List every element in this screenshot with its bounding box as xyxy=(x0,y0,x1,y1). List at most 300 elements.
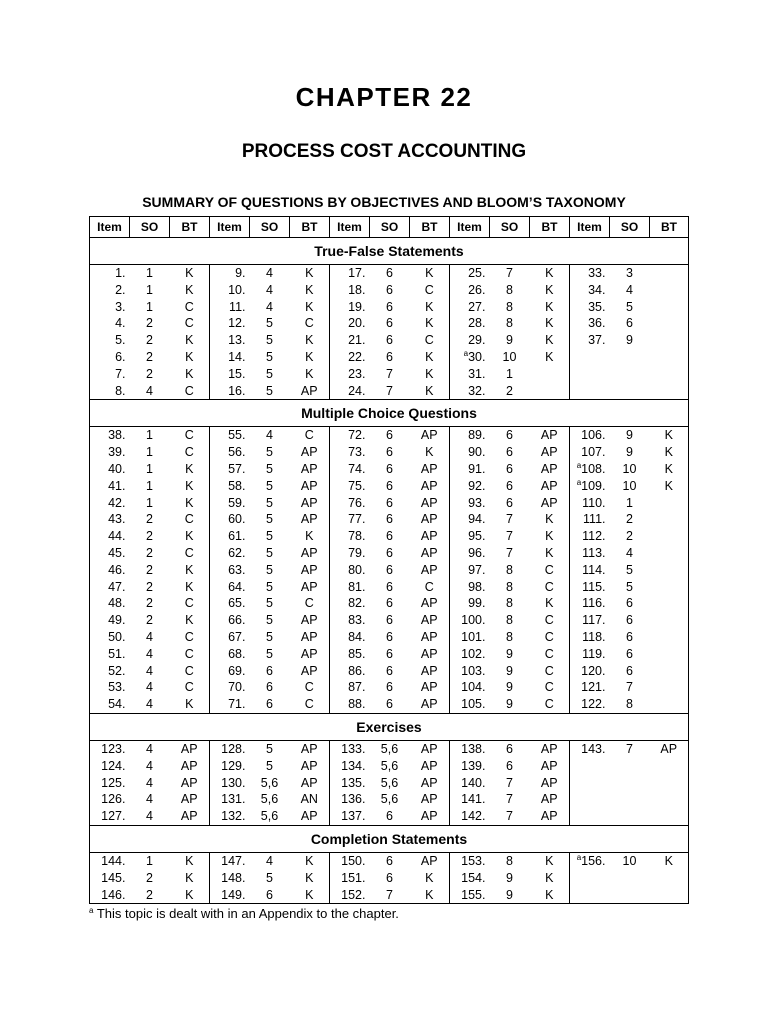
summary-table-wrapper xyxy=(89,216,688,904)
table-row xyxy=(90,349,689,366)
item-number: 49. xyxy=(90,612,130,629)
bloom-taxonomy: K xyxy=(170,366,210,383)
bloom-taxonomy: AP xyxy=(290,775,330,792)
bloom-taxonomy xyxy=(650,315,689,332)
item-number: 8. xyxy=(90,383,130,400)
item-number: 87. xyxy=(330,679,370,696)
item-number xyxy=(570,758,610,775)
bloom-taxonomy: K xyxy=(170,852,210,869)
study-objective: 6 xyxy=(266,680,273,695)
bloom-taxonomy: C xyxy=(290,595,330,612)
bloom-taxonomy: K xyxy=(530,870,570,887)
study-objective: 5,6 xyxy=(380,758,399,773)
item-number: 135. xyxy=(330,775,370,792)
bloom-taxonomy xyxy=(650,629,689,646)
item-number: 74. xyxy=(330,461,370,478)
item-number: 48. xyxy=(90,595,130,612)
bloom-taxonomy xyxy=(650,528,689,545)
study-objective xyxy=(610,383,650,400)
bloom-taxonomy xyxy=(650,545,689,562)
bloom-taxonomy xyxy=(530,366,570,383)
study-objective: 4 xyxy=(146,646,153,661)
study-objective: 1 xyxy=(146,461,153,476)
item-number: 21. xyxy=(330,332,370,349)
table-row xyxy=(90,495,689,512)
study-objective: 8 xyxy=(506,629,513,644)
bloom-taxonomy: K xyxy=(410,444,450,461)
appendix-marker: a xyxy=(463,348,469,358)
item-number: 84. xyxy=(330,629,370,646)
item-number: 72. xyxy=(330,427,370,444)
bloom-taxonomy: AP xyxy=(410,595,450,612)
study-objective: 5 xyxy=(266,316,273,331)
item-number: 58. xyxy=(210,478,250,495)
bloom-taxonomy: K xyxy=(650,444,689,461)
bloom-taxonomy xyxy=(650,595,689,612)
study-objective: 5 xyxy=(266,445,273,460)
item-number: 82. xyxy=(330,595,370,612)
study-objective: 2 xyxy=(146,333,153,348)
item-number: 144. xyxy=(90,852,130,869)
bloom-taxonomy: K xyxy=(650,852,689,869)
study-objective: 2 xyxy=(626,512,633,527)
study-objective: 8 xyxy=(610,696,650,713)
study-objective: 6 xyxy=(266,663,273,678)
item-number: 22. xyxy=(330,349,370,366)
bloom-taxonomy: K xyxy=(290,528,330,545)
item-number: 123. xyxy=(90,740,130,757)
study-objective: 5 xyxy=(266,629,273,644)
table-row xyxy=(90,579,689,596)
header-row xyxy=(90,217,689,238)
item-number: 25. xyxy=(450,265,490,282)
study-objective: 6 xyxy=(386,545,393,560)
column-header: SO xyxy=(130,217,170,238)
item-number: 18. xyxy=(330,282,370,299)
table-row xyxy=(90,315,689,332)
item-number: 60. xyxy=(210,511,250,528)
item-number: 68. xyxy=(210,646,250,663)
bloom-taxonomy: K xyxy=(530,282,570,299)
item-number: 51. xyxy=(90,646,130,663)
bloom-taxonomy: C xyxy=(170,646,210,663)
study-objective: 2 xyxy=(146,529,153,544)
item-number: 131. xyxy=(210,791,250,808)
bloom-taxonomy: C xyxy=(170,315,210,332)
study-objective: 5 xyxy=(266,333,273,348)
column-header: BT xyxy=(650,217,689,238)
bloom-taxonomy: K xyxy=(170,282,210,299)
item-number: 149. xyxy=(210,887,250,904)
item-number: 90. xyxy=(450,444,490,461)
bloom-taxonomy xyxy=(650,808,689,825)
study-objective: 4 xyxy=(130,383,170,400)
bloom-taxonomy: AP xyxy=(530,775,570,792)
item-number: 105. xyxy=(450,696,490,713)
summary-table xyxy=(89,216,689,904)
study-objective: 6 xyxy=(370,696,410,713)
item-number xyxy=(570,808,610,825)
bloom-taxonomy: C xyxy=(170,427,210,444)
study-objective: 1 xyxy=(146,428,153,443)
study-objective: 5,6 xyxy=(380,741,399,756)
study-objective: 1 xyxy=(626,495,633,510)
study-objective: 8 xyxy=(506,316,513,331)
study-objective: 4 xyxy=(146,741,153,756)
study-objective: 6 xyxy=(370,808,410,825)
study-objective: 4 xyxy=(130,696,170,713)
item-number: 33. xyxy=(570,265,610,282)
study-objective: 6 xyxy=(386,282,393,297)
item-number: 5. xyxy=(90,332,130,349)
item-number: 140. xyxy=(450,775,490,792)
study-objective: 4 xyxy=(266,299,273,314)
study-objective: 5 xyxy=(266,646,273,661)
item-number: 154. xyxy=(450,870,490,887)
item-number-text: 30. xyxy=(468,349,486,364)
bloom-taxonomy xyxy=(650,349,689,366)
study-objective: 2 xyxy=(146,316,153,331)
study-objective: 6 xyxy=(386,579,393,594)
bloom-taxonomy xyxy=(650,887,689,904)
bloom-taxonomy xyxy=(650,612,689,629)
column-header: BT xyxy=(170,217,210,238)
item-number: 19. xyxy=(330,299,370,316)
bloom-taxonomy: C xyxy=(290,315,330,332)
item-number: 63. xyxy=(210,562,250,579)
bloom-taxonomy: AP xyxy=(290,808,330,825)
study-objective: 7 xyxy=(370,887,410,904)
item-number: 88. xyxy=(330,696,370,713)
study-objective xyxy=(610,349,650,366)
bloom-taxonomy xyxy=(650,366,689,383)
study-objective: 8 xyxy=(506,299,513,314)
study-objective: 6 xyxy=(626,596,633,611)
study-objective: 5 xyxy=(626,562,633,577)
item-number: 111. xyxy=(570,511,610,528)
table-row xyxy=(90,265,689,282)
study-objective: 10 xyxy=(622,478,637,493)
section-header-row xyxy=(90,825,689,852)
item-number: 54. xyxy=(90,696,130,713)
table-row xyxy=(90,629,689,646)
item-number: 12. xyxy=(210,315,250,332)
item-number: 70. xyxy=(210,679,250,696)
table-row xyxy=(90,545,689,562)
study-objective: 6 xyxy=(626,629,633,644)
bloom-taxonomy xyxy=(650,646,689,663)
study-objective: 4 xyxy=(266,853,273,868)
table-row xyxy=(90,282,689,299)
item-number: 122. xyxy=(570,696,610,713)
item-number: 134. xyxy=(330,758,370,775)
bloom-taxonomy: AP xyxy=(410,461,450,478)
table-row xyxy=(90,740,689,757)
item-number: 94. xyxy=(450,511,490,528)
bloom-taxonomy: AP xyxy=(410,495,450,512)
footnote-marker: a xyxy=(89,906,94,915)
item-number: 32. xyxy=(450,383,490,400)
item-number: 17. xyxy=(330,265,370,282)
bloom-taxonomy: K xyxy=(410,299,450,316)
column-header: BT xyxy=(410,217,450,238)
item-number: 47. xyxy=(90,579,130,596)
bloom-taxonomy: K xyxy=(410,383,450,400)
study-objective: 7 xyxy=(490,808,530,825)
bloom-taxonomy: K xyxy=(650,427,689,444)
column-header: Item xyxy=(450,217,490,238)
study-objective: 6 xyxy=(386,613,393,628)
study-objective: 4 xyxy=(266,282,273,297)
bloom-taxonomy: AP xyxy=(530,808,570,825)
item-number xyxy=(570,870,610,887)
bloom-taxonomy: AP xyxy=(290,646,330,663)
table-row xyxy=(90,511,689,528)
study-objective: 6 xyxy=(386,646,393,661)
item-number: 152. xyxy=(330,887,370,904)
bloom-taxonomy: K xyxy=(290,332,330,349)
bloom-taxonomy xyxy=(650,495,689,512)
item-number: 40. xyxy=(90,461,130,478)
study-objective: 7 xyxy=(386,366,393,381)
bloom-taxonomy: AP xyxy=(410,545,450,562)
study-objective: 9 xyxy=(506,333,513,348)
study-objective: 2 xyxy=(146,613,153,628)
item-number xyxy=(570,461,610,478)
item-number xyxy=(570,791,610,808)
item-number: 99. xyxy=(450,595,490,612)
bloom-taxonomy: AP xyxy=(530,444,570,461)
bloom-taxonomy: K xyxy=(290,282,330,299)
study-objective: 4 xyxy=(146,758,153,773)
item-number: 91. xyxy=(450,461,490,478)
study-objective: 9 xyxy=(506,646,513,661)
study-objective: 6 xyxy=(386,478,393,493)
bloom-taxonomy: K xyxy=(170,528,210,545)
bloom-taxonomy: AP xyxy=(290,629,330,646)
bloom-taxonomy: AN xyxy=(290,791,330,808)
bloom-taxonomy: K xyxy=(290,299,330,316)
bloom-taxonomy: AP xyxy=(410,629,450,646)
bloom-taxonomy: AP xyxy=(290,663,330,680)
study-objective: 4 xyxy=(130,808,170,825)
study-objective: 4 xyxy=(146,680,153,695)
study-objective: 1 xyxy=(506,366,513,381)
column-header: BT xyxy=(530,217,570,238)
study-objective: 2 xyxy=(130,887,170,904)
item-number: 28. xyxy=(450,315,490,332)
bloom-taxonomy: AP xyxy=(530,740,570,757)
study-objective: 5 xyxy=(626,299,633,314)
study-objective: 6 xyxy=(386,853,393,868)
table-row xyxy=(90,528,689,545)
bloom-taxonomy: K xyxy=(410,315,450,332)
bloom-taxonomy: K xyxy=(410,887,450,904)
bloom-taxonomy: AP xyxy=(290,758,330,775)
column-header: BT xyxy=(290,217,330,238)
study-objective xyxy=(610,870,650,887)
item-number: 23. xyxy=(330,366,370,383)
study-objective: 5 xyxy=(266,596,273,611)
study-objective: 6 xyxy=(386,316,393,331)
bloom-taxonomy: K xyxy=(410,870,450,887)
bloom-taxonomy xyxy=(650,758,689,775)
bloom-taxonomy: K xyxy=(170,612,210,629)
study-objective: 6 xyxy=(386,663,393,678)
item-number: 102. xyxy=(450,646,490,663)
study-objective: 6 xyxy=(626,646,633,661)
study-objective: 6 xyxy=(386,299,393,314)
item-number: 4. xyxy=(90,315,130,332)
item-number: 79. xyxy=(330,545,370,562)
bloom-taxonomy: C xyxy=(410,282,450,299)
item-number: 115. xyxy=(570,579,610,596)
item-number: 78. xyxy=(330,528,370,545)
item-number: 114. xyxy=(570,562,610,579)
item-number: 116. xyxy=(570,595,610,612)
study-objective: 6 xyxy=(506,741,513,756)
bloom-taxonomy: C xyxy=(170,629,210,646)
footnote xyxy=(89,906,399,921)
bloom-taxonomy: C xyxy=(410,579,450,596)
study-objective: 9 xyxy=(506,663,513,678)
bloom-taxonomy: C xyxy=(170,679,210,696)
study-objective: 6 xyxy=(386,333,393,348)
bloom-taxonomy: AP xyxy=(530,791,570,808)
item-number: 62. xyxy=(210,545,250,562)
study-objective: 5,6 xyxy=(260,792,279,807)
study-objective: 4 xyxy=(146,629,153,644)
bloom-taxonomy: C xyxy=(170,595,210,612)
bloom-taxonomy: AP xyxy=(170,740,210,757)
bloom-taxonomy: C xyxy=(410,332,450,349)
item-number: 133. xyxy=(330,740,370,757)
bloom-taxonomy: AP xyxy=(290,740,330,757)
appendix-marker: a xyxy=(576,460,582,470)
item-number: 44. xyxy=(90,528,130,545)
study-objective: 9 xyxy=(626,428,633,443)
item-number: 148. xyxy=(210,870,250,887)
item-number: 145. xyxy=(90,870,130,887)
study-objective: 1 xyxy=(146,495,153,510)
study-objective: 6 xyxy=(386,512,393,527)
item-number: 46. xyxy=(90,562,130,579)
item-number: 138. xyxy=(450,740,490,757)
column-header: Item xyxy=(330,217,370,238)
bloom-taxonomy: C xyxy=(170,511,210,528)
item-number: 42. xyxy=(90,495,130,512)
item-number: 73. xyxy=(330,444,370,461)
item-number: 45. xyxy=(90,545,130,562)
study-objective: 4 xyxy=(146,792,153,807)
study-objective: 7 xyxy=(506,529,513,544)
study-objective: 5 xyxy=(266,478,273,493)
study-objective: 6 xyxy=(386,349,393,364)
bloom-taxonomy: AP xyxy=(410,646,450,663)
bloom-taxonomy: AP xyxy=(530,478,570,495)
item-number: 96. xyxy=(450,545,490,562)
item-number: 71. xyxy=(210,696,250,713)
bloom-taxonomy: AP xyxy=(410,679,450,696)
bloom-taxonomy xyxy=(650,663,689,680)
bloom-taxonomy: AP xyxy=(410,612,450,629)
bloom-taxonomy: K xyxy=(530,511,570,528)
bloom-taxonomy: K xyxy=(530,265,570,282)
bloom-taxonomy: AP xyxy=(290,461,330,478)
study-objective: 6 xyxy=(386,461,393,476)
study-objective: 6 xyxy=(386,680,393,695)
bloom-taxonomy: C xyxy=(530,696,570,713)
study-objective: 1 xyxy=(146,478,153,493)
bloom-taxonomy: K xyxy=(530,315,570,332)
item-number: 37. xyxy=(570,332,610,349)
item-number: 155. xyxy=(450,887,490,904)
bloom-taxonomy xyxy=(650,265,689,282)
item-number xyxy=(570,775,610,792)
bloom-taxonomy xyxy=(650,282,689,299)
bloom-taxonomy: AP xyxy=(410,791,450,808)
bloom-taxonomy: K xyxy=(650,478,689,495)
item-number xyxy=(570,349,610,366)
item-number: 7. xyxy=(90,366,130,383)
item-number: 13. xyxy=(210,332,250,349)
section-title: True-False Statements xyxy=(90,238,689,265)
table-row xyxy=(90,612,689,629)
bloom-taxonomy: AP xyxy=(410,696,450,713)
study-objective: 2 xyxy=(146,349,153,364)
study-objective: 5 xyxy=(266,613,273,628)
item-number: 119. xyxy=(570,646,610,663)
bloom-taxonomy: K xyxy=(530,852,570,869)
bloom-taxonomy xyxy=(650,383,689,400)
table-row xyxy=(90,427,689,444)
table-row xyxy=(90,299,689,316)
item-number: 56. xyxy=(210,444,250,461)
study-objective: 7 xyxy=(506,266,513,280)
study-objective: 7 xyxy=(506,775,513,790)
study-objective: 2 xyxy=(490,383,530,400)
item-number: 128. xyxy=(210,740,250,757)
study-objective: 6 xyxy=(386,870,393,885)
item-number: 10. xyxy=(210,282,250,299)
bloom-taxonomy: AP xyxy=(530,427,570,444)
item-number: 55. xyxy=(210,427,250,444)
study-objective: 4 xyxy=(146,663,153,678)
table-row xyxy=(90,791,689,808)
item-number: 36. xyxy=(570,315,610,332)
study-objective: 9 xyxy=(506,870,513,885)
bloom-taxonomy: AP xyxy=(410,740,450,757)
item-number xyxy=(570,852,610,869)
item-number: 97. xyxy=(450,562,490,579)
item-number: 1. xyxy=(90,265,130,282)
bloom-taxonomy: AP xyxy=(410,775,450,792)
bloom-taxonomy: K xyxy=(290,349,330,366)
table-row xyxy=(90,478,689,495)
study-objective: 5 xyxy=(266,758,273,773)
item-number: 2. xyxy=(90,282,130,299)
item-number: 147. xyxy=(210,852,250,869)
item-number: 124. xyxy=(90,758,130,775)
item-number: 153. xyxy=(450,852,490,869)
item-number: 3. xyxy=(90,299,130,316)
bloom-taxonomy: AP xyxy=(410,808,450,825)
study-objective: 5 xyxy=(266,512,273,527)
table-row xyxy=(90,663,689,680)
study-objective: 6 xyxy=(626,316,633,331)
bloom-taxonomy xyxy=(650,332,689,349)
item-number: 69. xyxy=(210,663,250,680)
